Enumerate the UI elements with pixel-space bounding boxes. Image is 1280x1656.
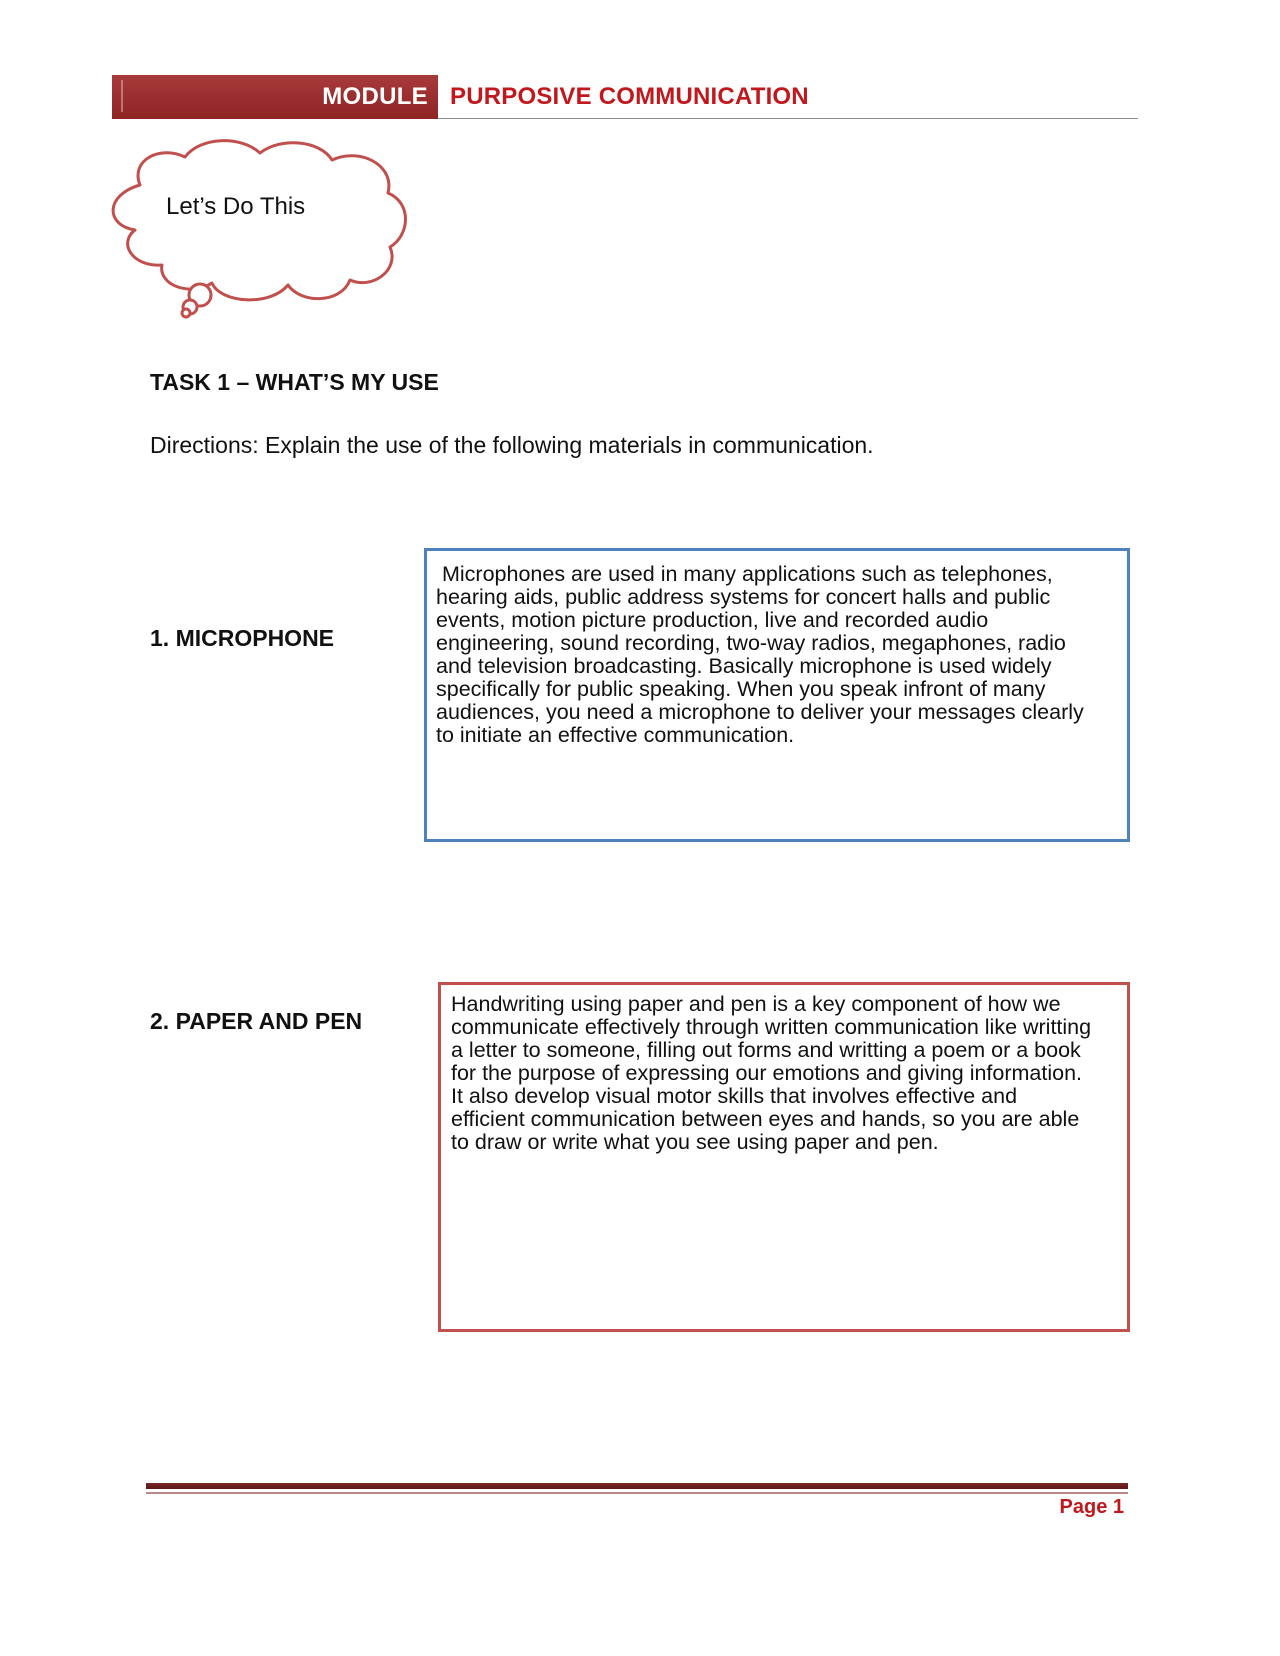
header-divider <box>438 118 1138 119</box>
footer-divider <box>146 1483 1128 1489</box>
answer-box-microphone[interactable]: Microphones are used in many applications such as telephones, hearing aids, public address systems for concert halls and public events, motion picture production, live and recorded audio engineering, sound recording, two-way radios, megaphones, radio and television broadcasting. Basically microphone is used widely specifically for public speaking. When you speak infront of many audiences, you need a microphone to deliver your messages clearly to initiate an effective communication. <box>424 548 1130 842</box>
header-band-highlight <box>121 80 123 112</box>
page-number: Page 1 <box>1059 1496 1124 1518</box>
item-label-microphone: 1. MICROPHONE <box>150 625 335 651</box>
module-title: PURPOSIVE COMMUNICATION <box>450 83 809 110</box>
callout-text: Let’s Do This <box>166 193 306 220</box>
task-title: TASK 1 – WHAT’S MY USE <box>150 369 439 395</box>
item-label-paper-and-pen: 2. PAPER AND PEN <box>150 1008 363 1034</box>
module-header-band <box>112 75 438 119</box>
thought-cloud-icon <box>100 135 420 335</box>
footer-divider-thin <box>146 1492 1128 1494</box>
task-directions: Directions: Explain the use of the following materials in communication. <box>150 432 874 458</box>
module-label: MODULE <box>322 83 428 110</box>
answer-box-paper-and-pen[interactable]: Handwriting using paper and pen is a key component of how we communicate effectively through written communication like writting a letter to someone, filling out forms and writting a poem or a book for the purpose of expressing our emotions and giving information. It also develop visual motor skills that involves effective and efficient communication between eyes and hands, so you are able to draw or write what you see using paper and pen. <box>438 982 1130 1332</box>
